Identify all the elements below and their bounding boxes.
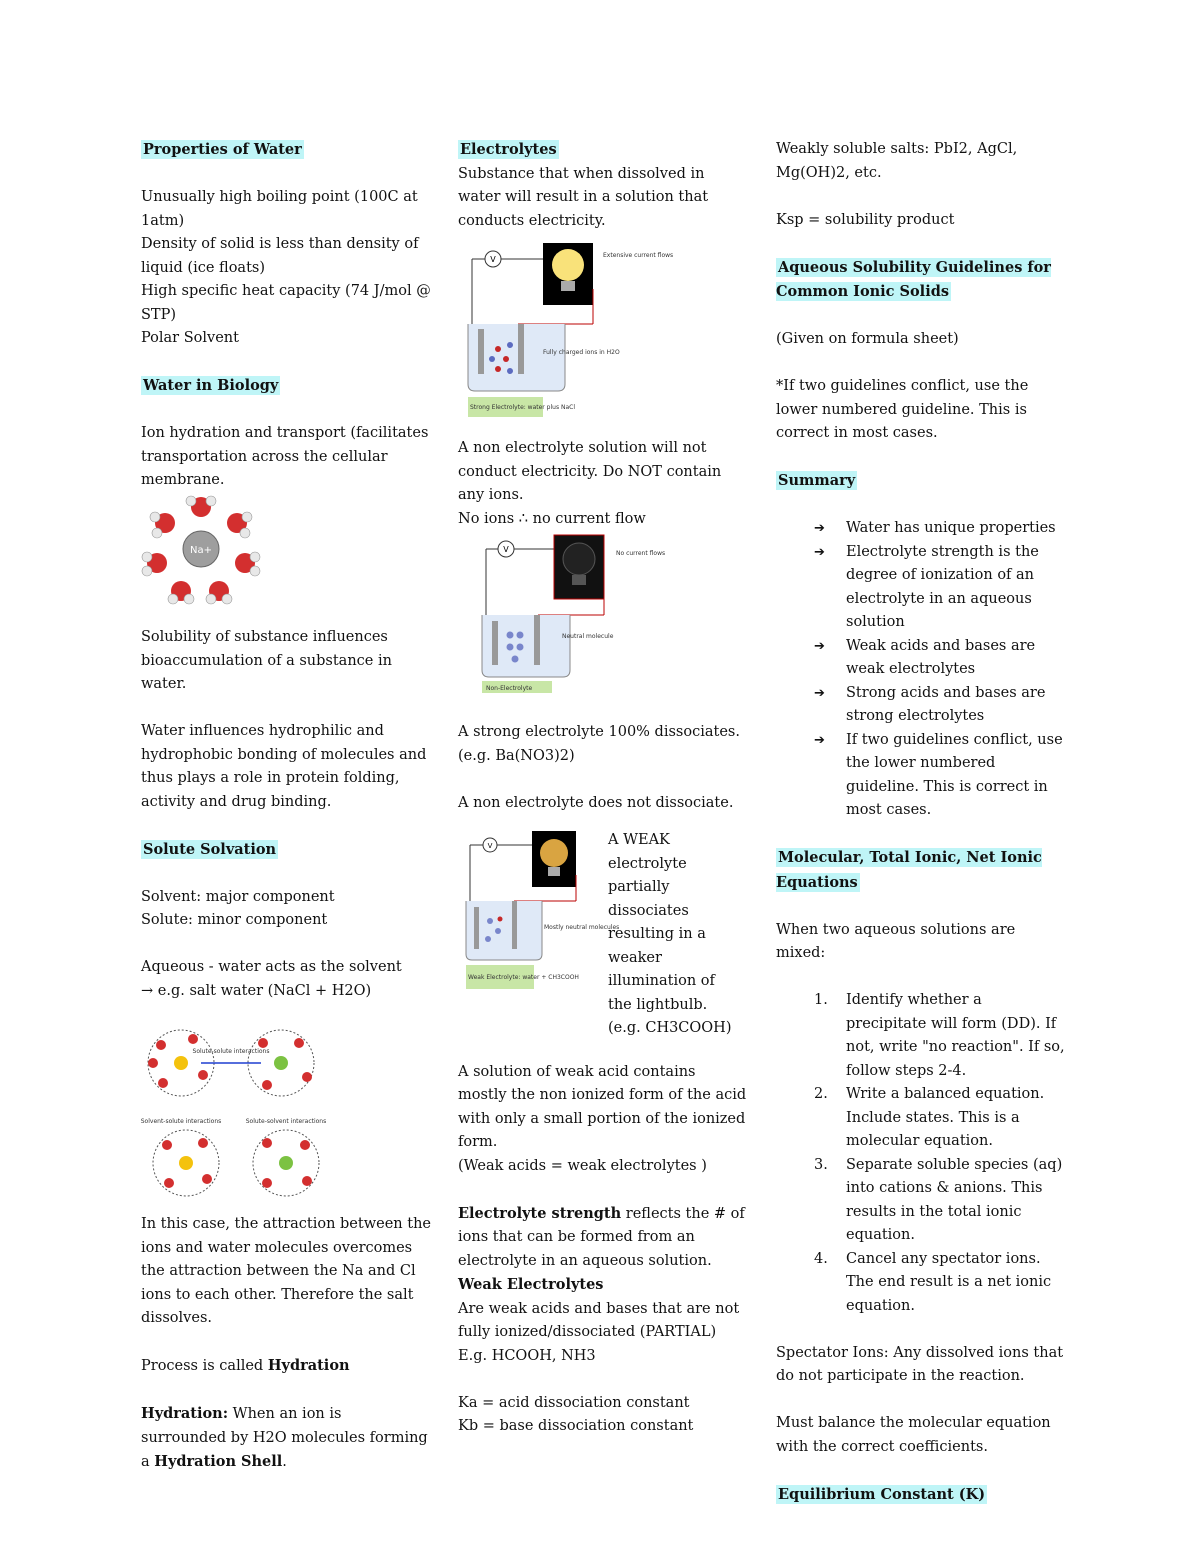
arrow-bullet-icon: ➔ xyxy=(814,732,825,748)
text-solute: Solute: minor component xyxy=(141,912,328,928)
fully-charged-ions-label: Fully charged ions in H2O xyxy=(543,349,620,356)
text-hydration-definition: Hydration: When an ion is surrounded by H2O molecules forming a Hydration Shell. xyxy=(141,1405,428,1470)
text-ksp: Ksp = solubility product xyxy=(776,211,955,228)
step-item xyxy=(814,1154,1066,1248)
weak-electrolyte-diagram xyxy=(458,829,620,994)
step-text: Cancel any spectator ions. The end result is a net ionic equation. xyxy=(846,1250,1052,1314)
text-salt-water-example: → e.g. salt water (NaCl + H2O) xyxy=(141,982,372,999)
step-item xyxy=(814,1248,1066,1319)
svg-text:V: V xyxy=(490,255,496,264)
weak-electrolyte-row xyxy=(458,829,748,1041)
neutral-molecule-label: Neutral molecule xyxy=(562,633,614,640)
text-heat-capacity: High specific heat capacity (74 J/mol @ STP) xyxy=(141,283,431,323)
weak-electrolyte-caption: Weak Electrolyte: water + CH3COOH xyxy=(468,974,579,981)
arrow-bullet-icon: ➔ xyxy=(814,685,825,701)
column-2 xyxy=(458,138,748,1439)
step-item xyxy=(814,1083,1066,1154)
na-ion-label: Na+ xyxy=(190,544,212,556)
column-1 xyxy=(141,138,431,1475)
summary-item-text: Strong acids and bases are strong electrolytes xyxy=(846,684,1046,724)
text-electrolyte-definition: Substance that when dissolved in water will result in a solution that conducts electricity. xyxy=(458,165,709,229)
text-kb: Kb = base dissociation constant xyxy=(458,1418,694,1434)
extensive-current-label: Extensive current flows xyxy=(603,252,674,259)
text-ion-hydration: Ion hydration and transport (facilitates transportation across the cellular membrane. xyxy=(141,425,429,488)
text-non-electrolyte: A non electrolyte solution will not conduct electricity. Do NOT contain any ions. xyxy=(458,440,722,503)
summary-item xyxy=(814,682,1066,729)
text-guideline-conflict: *If two guidelines conflict, use the lower numbered guideline. This is correct in most cases. xyxy=(776,378,1029,441)
text-solvent: Solvent: major component xyxy=(141,888,335,905)
heading-molecular-equations: Molecular, Total Ionic, Net Ionic Equations xyxy=(776,849,1042,891)
heading-electrolytes: Electrolytes xyxy=(460,141,557,158)
heading-weak-electrolytes: Weak Electrolytes xyxy=(458,1276,604,1293)
column-3 xyxy=(776,138,1066,1507)
summary-item xyxy=(814,517,1066,541)
summary-item-text: Weak acids and bases are weak electrolytes xyxy=(846,637,1036,677)
text-hydrophilic-bonding: Water influences hydrophilic and hydrophobic bonding of molecules and thus plays a role in protein folding, activity and drug binding. xyxy=(141,723,427,810)
strong-electrolyte-caption: Strong Electrolyte: water plus NaCl xyxy=(470,404,576,411)
text-boiling-point: Unusually high boiling point (100C at 1atm) xyxy=(141,189,418,229)
text-no-ions: No ions ∴ no current flow xyxy=(458,510,646,527)
heading-aqueous-solubility: Aqueous Solubility Guidelines for Common Ionic Solids xyxy=(776,258,1051,300)
step-item xyxy=(814,989,1066,1083)
arrow-bullet-icon: ➔ xyxy=(814,521,825,536)
text-polar-solvent: Polar Solvent xyxy=(141,330,239,346)
step-number: 1. xyxy=(814,992,828,1008)
step-number: 2. xyxy=(814,1086,828,1102)
heading-solute-solvation: Solute Solvation xyxy=(143,840,277,858)
strong-electrolyte-diagram xyxy=(458,239,674,419)
heading-equilibrium-constant: Equilibrium Constant (K) xyxy=(778,1485,986,1503)
text-weak-acids-equal: (Weak acids = weak electrolytes ) xyxy=(458,1157,707,1174)
step-text: Identify whether a precipitate will form (DD). If not, write "no reaction". If so, follow steps 2-4. xyxy=(846,992,1065,1079)
step-text: Separate soluble species (aq) into cations & anions. This results in the total ionic equation. xyxy=(846,1156,1063,1243)
text-balance-equation: Must balance the molecular equation with the correct coefficients. xyxy=(776,1415,1051,1455)
step-number: 4. xyxy=(814,1250,828,1267)
text-weak-electrolyte: A WEAK electrolyte partially dissociates resulting in a weaker illumination of the lightbulb. (e.g. CH3COOH) xyxy=(608,832,732,1036)
text-formula-sheet: (Given on formula sheet) xyxy=(776,331,959,347)
text-density: Density of solid is less than density of liquid (ice floats) xyxy=(141,236,419,276)
text-attraction-explanation: In this case, the attraction between the ions and water molecules overcomes the attraction between the Na and Cl ions to each other. Therefore the salt dissolves. xyxy=(141,1216,431,1326)
text-weakly-soluble-salts: Weakly soluble salts: PbI2, AgCl, Mg(OH)2, etc. xyxy=(776,141,1018,181)
svg-text:V: V xyxy=(503,545,509,554)
arrow-bullet-icon: ➔ xyxy=(814,544,825,560)
step-number: 3. xyxy=(814,1156,828,1173)
text-weak-acid-solution: A solution of weak acid contains mostly the non ionized form of the acid with only a small portion of the ionized form. xyxy=(458,1063,747,1150)
text-strong-electrolyte: A strong electrolyte 100% dissociates. (e.g. Ba(NO3)2) xyxy=(458,724,740,764)
heading-water-in-biology: Water in Biology xyxy=(143,377,279,394)
text-process-hydration: Process is called Hydration xyxy=(141,1357,350,1374)
solute-solvent-label: Solute-solvent interactions xyxy=(245,1118,327,1125)
text-weak-examples: E.g. HCOOH, NH3 xyxy=(458,1347,596,1364)
summary-item-text: Water has unique properties xyxy=(846,520,1056,536)
solute-solute-label: Solute-solute interactions xyxy=(192,1048,270,1055)
text-aqueous: Aqueous - water acts as the solvent xyxy=(141,959,402,975)
solvation-interactions-diagram xyxy=(141,1023,341,1203)
arrow-bullet-icon: ➔ xyxy=(814,638,825,654)
summary-item-text: If two guidelines conflict, use the lower numbered guideline. This is correct in most cases. xyxy=(846,731,1063,818)
no-current-label: No current flows xyxy=(616,550,666,557)
summary-item xyxy=(814,541,1066,635)
summary-item xyxy=(814,635,1066,682)
text-bioaccumulation: Solubility of substance influences bioaccumulation of a substance in water. xyxy=(141,629,392,692)
text-ka: Ka = acid dissociation constant xyxy=(458,1394,690,1411)
non-electrolyte-diagram xyxy=(458,535,666,715)
steps-list xyxy=(776,989,1066,1318)
sodium-hydration-shell-image xyxy=(141,493,261,603)
mostly-neutral-label: Mostly neutral molecules xyxy=(544,924,620,931)
text-electrolyte-strength: Electrolyte strength reflects the # of ions that can be formed from an electrolyte in an aqueous solution. xyxy=(458,1204,745,1269)
text-non-electrolyte-dissociate: A non electrolyte does not dissociate. xyxy=(458,794,734,811)
solvent-solute-label: Solvent-solute interactions xyxy=(140,1118,222,1125)
text-weak-acids-bases: Are weak acids and bases that are not fully ionized/dissociated (PARTIAL) xyxy=(458,1300,740,1340)
summary-list xyxy=(776,517,1066,823)
summary-item-text: Electrolyte strength is the degree of ionization of an electrolyte in an aqueous solution xyxy=(846,543,1039,630)
svg-text:V: V xyxy=(487,842,493,850)
summary-item xyxy=(814,729,1066,823)
text-two-solutions-mixed: When two aqueous solutions are mixed: xyxy=(776,921,1016,961)
non-electrolyte-caption: Non-Electrolyte xyxy=(486,685,533,692)
text-spectator-ions: Spectator Ions: Any dissolved ions that do not participate in the reaction. xyxy=(776,1344,1064,1384)
heading-summary: Summary xyxy=(778,472,856,489)
heading-properties-of-water: Properties of Water xyxy=(143,141,302,158)
step-text: Write a balanced equation. Include states. This is a molecular equation. xyxy=(846,1086,1045,1149)
